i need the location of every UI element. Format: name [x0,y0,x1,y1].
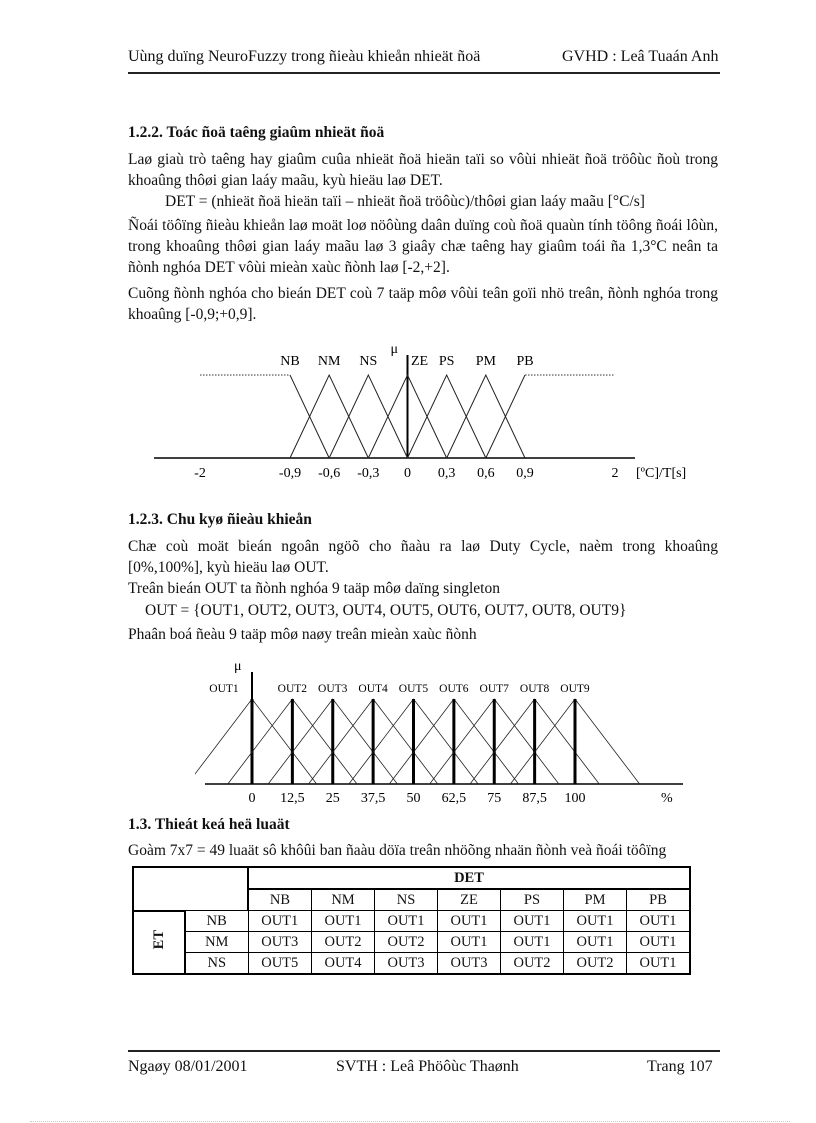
paragraph-rule-count: Goàm 7x7 = 49 luaät sô khôûi ban ñaàu döïa treân nhöõng nhaän ñònh veà ñoái töôïng [128,842,667,859]
tick-label: 100 [564,791,586,806]
header-advisor: GVHD : Leâ Tuaán Anh [562,48,719,65]
tick-label: 37,5 [360,791,386,806]
table-cell: OUT1 [501,932,564,953]
tick-label: 0,6 [477,466,495,481]
table-row [133,911,690,932]
table-row [133,932,690,953]
table-cell: OUT1 [627,932,691,953]
table-cell: OUT5 [248,953,312,975]
out-singleton-chart [195,652,695,810]
set-line-pm [447,375,525,458]
paragraph-det-definition: Laø giaù trò taêng hay giaûm cuûa nhieät ñoä hieän taïi so vôùi nhieät ñoä tröôùc ñoù trong khoaûng thôøi gian laáy maãu, kyù hieäu laø DET. [128,151,718,189]
footer-rule [128,1050,720,1052]
out-set-list: OUT = {OUT1, OUT2, OUT3, OUT4, OUT5, OUT6, OUT7, OUT8, OUT9} [145,602,627,619]
et-header [133,911,185,975]
envelope-out1 [195,699,317,784]
column-header: PM [564,889,627,911]
singleton-label-out3: OUT3 [318,683,348,695]
paragraph-det-range: Ñoái töôïng ñieàu khieån laø moät loø nöôùng daân duïng coù ñoä quaùn tính töông ñoái lôùn, trong khoaûng thôøi gian laáy maãu laø 3 giaây chæ taêng hay giaûm toái ña 1,3°C neân ta ñònh nghóa DET vôùi mieàn xaùc ñònh laø [-2,+2]. [128,217,718,276]
header-title: Uùng duïng NeuroFuzzy trong ñieàu khieån nhieät ñoä [128,48,481,65]
table-cell: OUT1 [438,911,501,932]
row-header: NB [185,911,248,932]
table-cell: OUT3 [375,953,438,975]
singleton-label-out9: OUT9 [560,683,590,695]
section-title-1-2-2: 1.2.2. Toác ñoä taêng giaûm nhieät ñoä [128,124,385,141]
set-line-ps [408,375,486,458]
table-cell: OUT1 [375,911,438,932]
paragraph-det-sets: Cuõng ñònh nghóa cho bieán DET coù 7 taäp môø vôùi teân goïi nhö treân, ñònh nghóa trong khoaûng [-0,9;+0,9]. [128,285,718,323]
y-axis-label: μ [234,659,242,674]
paragraph-duty-cycle: Chæ coù moät bieán ngoân ngöõ cho ñaàu ra laø Duty Cycle, naèm trong khoaûng [0%,100%], kyù hieäu laø OUT. [128,538,718,576]
table-cell: OUT1 [564,911,627,932]
tick-label: -2 [194,466,206,481]
tick-label: 62,5 [441,791,467,806]
set-label-nm: NM [317,354,341,369]
det-header: DET [248,867,690,889]
table-cell: OUT3 [438,953,501,975]
row-header: NS [185,953,248,975]
set-line-nm [290,375,368,458]
table-cell: OUT2 [564,953,627,975]
column-header: NB [248,889,312,911]
singleton-label-out2: OUT2 [277,683,308,695]
tick-label: -0,6 [318,466,341,481]
tick-label: -0,9 [278,466,302,481]
singleton-label-out1: OUT1 [209,683,239,695]
det-formula: DET = (nhieät ñoä hieän taïi – nhieät ñoä tröôùc)/thôøi gian laáy maãu [°C/s] [165,193,645,210]
row-header: NM [185,932,248,953]
table-cell: OUT2 [501,953,564,975]
table-cell: OUT1 [564,932,627,953]
footer-date: Ngaøy 08/01/2001 [128,1058,248,1075]
footer-student: SVTH : Leâ Phöôùc Thaønh [336,1058,519,1075]
set-label-ps: PS [438,354,455,369]
set-label-ze: ZE [410,354,429,369]
table-cell: OUT4 [312,953,375,975]
column-header: NS [375,889,438,911]
table-cell: OUT1 [501,911,564,932]
tick-label: 50 [406,791,421,806]
column-header: PB [627,889,691,911]
table-cell: OUT3 [248,932,312,953]
set-label-ns: NS [359,354,378,369]
table-cell: OUT1 [627,953,691,975]
column-header: NM [312,889,375,911]
x-axis-label: [ºC]/T[s] [636,466,687,481]
table-cell: OUT1 [438,932,501,953]
header-rule [128,72,720,74]
page-edge [30,1121,790,1122]
column-header: PS [501,889,564,911]
et-header-label: ET [150,930,167,950]
table-cell: OUT2 [375,932,438,953]
table-row [133,953,690,975]
table-cell: OUT1 [627,911,691,932]
singleton-label-out5: OUT5 [398,683,429,695]
section-title-1-2-3: 1.2.3. Chu kyø ñieàu khieån [128,511,312,528]
tick-label: 87,5 [522,791,547,806]
footer-page-number: Trang 107 [647,1058,713,1075]
table-cell: OUT2 [312,932,375,953]
paragraph-distribution: Phaân boá ñeàu 9 taäp môø naøy treân mieàn xaùc ñònh [128,626,477,643]
set-label-pm: PM [475,354,496,369]
set-line-ns [329,375,407,458]
tick-label: 0,9 [516,466,534,481]
column-header: ZE [438,889,501,911]
section-title-1-3: 1.3. Thieát keá heä luaät [128,816,290,833]
tick-label: 75 [487,791,502,806]
table-cell: OUT1 [312,911,375,932]
rule-table [132,866,691,975]
tick-label: -0,3 [357,466,380,481]
singleton-label-out8: OUT8 [519,683,550,695]
tick-label: 2 [611,466,619,481]
tick-label: 0 [404,466,411,481]
singleton-label-out4: OUT4 [358,683,388,695]
tick-label: 0,3 [437,466,456,481]
set-label-pb: PB [516,354,534,369]
tick-label: 0 [248,791,256,806]
singleton-label-out6: OUT6 [439,683,469,695]
table-cell: OUT1 [248,911,312,932]
paragraph-out-sets: Treân bieán OUT ta ñònh nghóa 9 taäp môø daïng singleton [128,580,500,597]
singleton-label-out7: OUT7 [479,683,509,695]
y-axis-label: μ [390,342,399,357]
x-axis-label: % [661,791,673,806]
det-membership-chart [140,335,720,485]
tick-label: 12,5 [280,791,305,806]
set-label-nb: NB [280,354,300,369]
tick-label: 25 [325,791,340,806]
